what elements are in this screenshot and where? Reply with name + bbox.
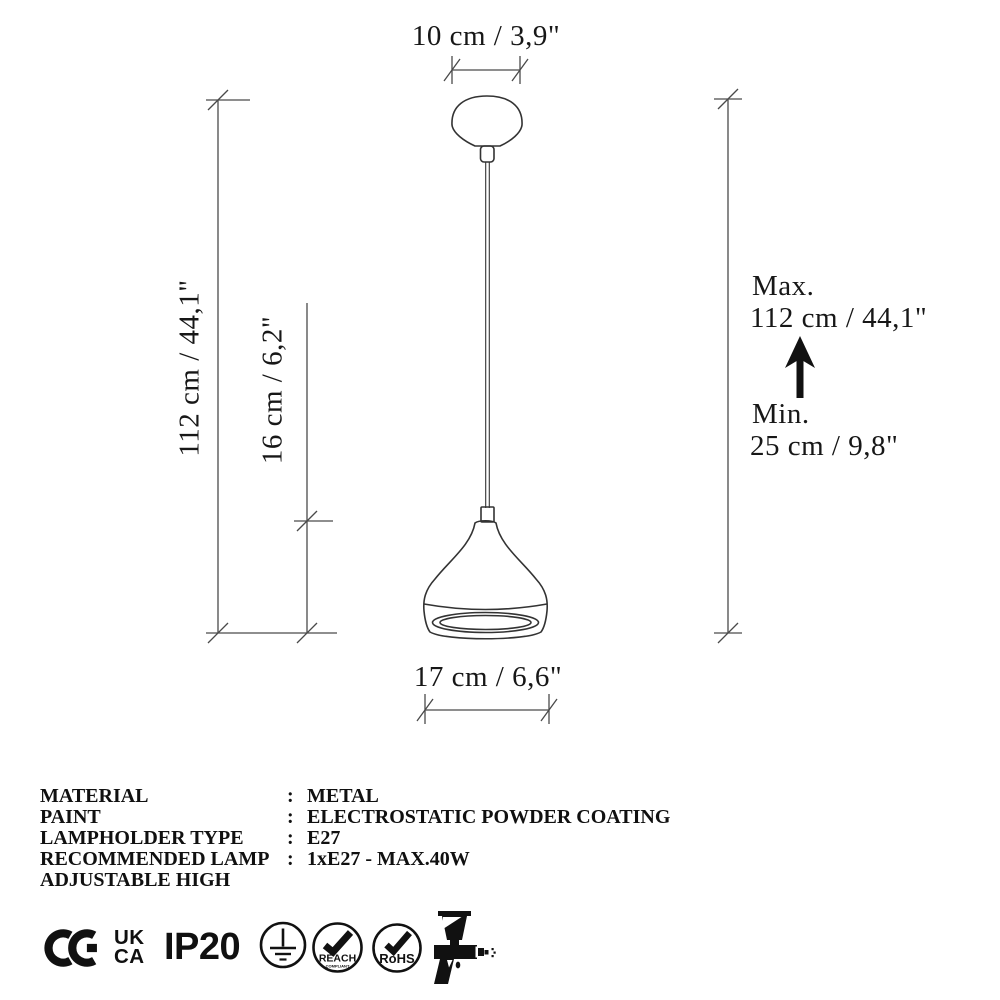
min-label: Min.	[752, 398, 810, 430]
shade-width-label: 17 cm / 6,6"	[413, 661, 563, 693]
dim-top-width	[444, 56, 528, 84]
shade-rim-inner	[440, 616, 531, 630]
spec-row-recommended-lamp	[40, 849, 740, 870]
max-label: Max.	[752, 270, 815, 302]
cord-grip	[481, 146, 495, 162]
spec-label: PAINT	[40, 806, 101, 828]
dim-shade-height	[294, 303, 333, 643]
spec-separator: :	[287, 806, 294, 828]
ce-mark-icon	[43, 927, 107, 969]
dim-right-height	[714, 89, 742, 643]
rohs-label: RoHS	[379, 951, 415, 966]
reach-compliant-icon	[311, 921, 364, 974]
min-value: 25 cm / 9,8"	[750, 430, 899, 462]
spec-row-adjustable-high	[40, 870, 740, 891]
spec-separator: :	[287, 848, 294, 870]
total-height-label: 112 cm / 44,1"	[173, 279, 206, 457]
ukca-bottom-text: CA	[114, 944, 145, 968]
canopy-outline	[452, 96, 522, 146]
spec-row-lampholder	[40, 828, 740, 849]
shade-band-line	[424, 604, 547, 610]
shade-height-label: 16 cm / 6,2"	[256, 315, 289, 465]
spec-label: ADJUSTABLE HIGH	[40, 869, 231, 891]
spec-row-material	[40, 786, 740, 807]
ukca-mark-icon	[114, 926, 145, 968]
shade-outline	[424, 521, 547, 639]
spec-value: METAL	[307, 785, 379, 807]
spec-row-paint	[40, 807, 740, 828]
spec-separator: :	[287, 827, 294, 849]
spec-separator: :	[287, 785, 294, 807]
top-width-label: 10 cm / 3,9"	[411, 20, 561, 52]
spec-label: RECOMMENDED LAMP	[40, 848, 270, 870]
spec-value: 1xE27 - MAX.40W	[307, 848, 470, 870]
spec-label: MATERIAL	[40, 785, 149, 807]
reach-label: REACH	[318, 952, 357, 965]
spec-separator	[287, 870, 307, 891]
ukca-top-text: UK	[114, 926, 145, 949]
rohs-icon	[371, 922, 423, 974]
dim-shade-width	[417, 694, 557, 724]
reach-sub-label: COMPLIANT	[325, 963, 350, 969]
max-value: 112 cm / 44,1"	[750, 302, 928, 334]
shade-connector	[481, 507, 494, 522]
spec-table	[40, 786, 740, 891]
spec-value	[307, 870, 740, 891]
spec-value: ELECTROSTATIC POWDER COATING	[307, 806, 671, 828]
pendant-lamp-art	[424, 96, 547, 639]
spec-label: LAMPHOLDER TYPE	[40, 827, 244, 849]
earth-ground-icon	[258, 920, 308, 970]
adjustable-arrow-icon	[785, 336, 815, 398]
ip-rating-label: IP20	[164, 926, 241, 968]
spray-gun-icon	[428, 908, 496, 986]
spec-value: E27	[307, 827, 341, 849]
